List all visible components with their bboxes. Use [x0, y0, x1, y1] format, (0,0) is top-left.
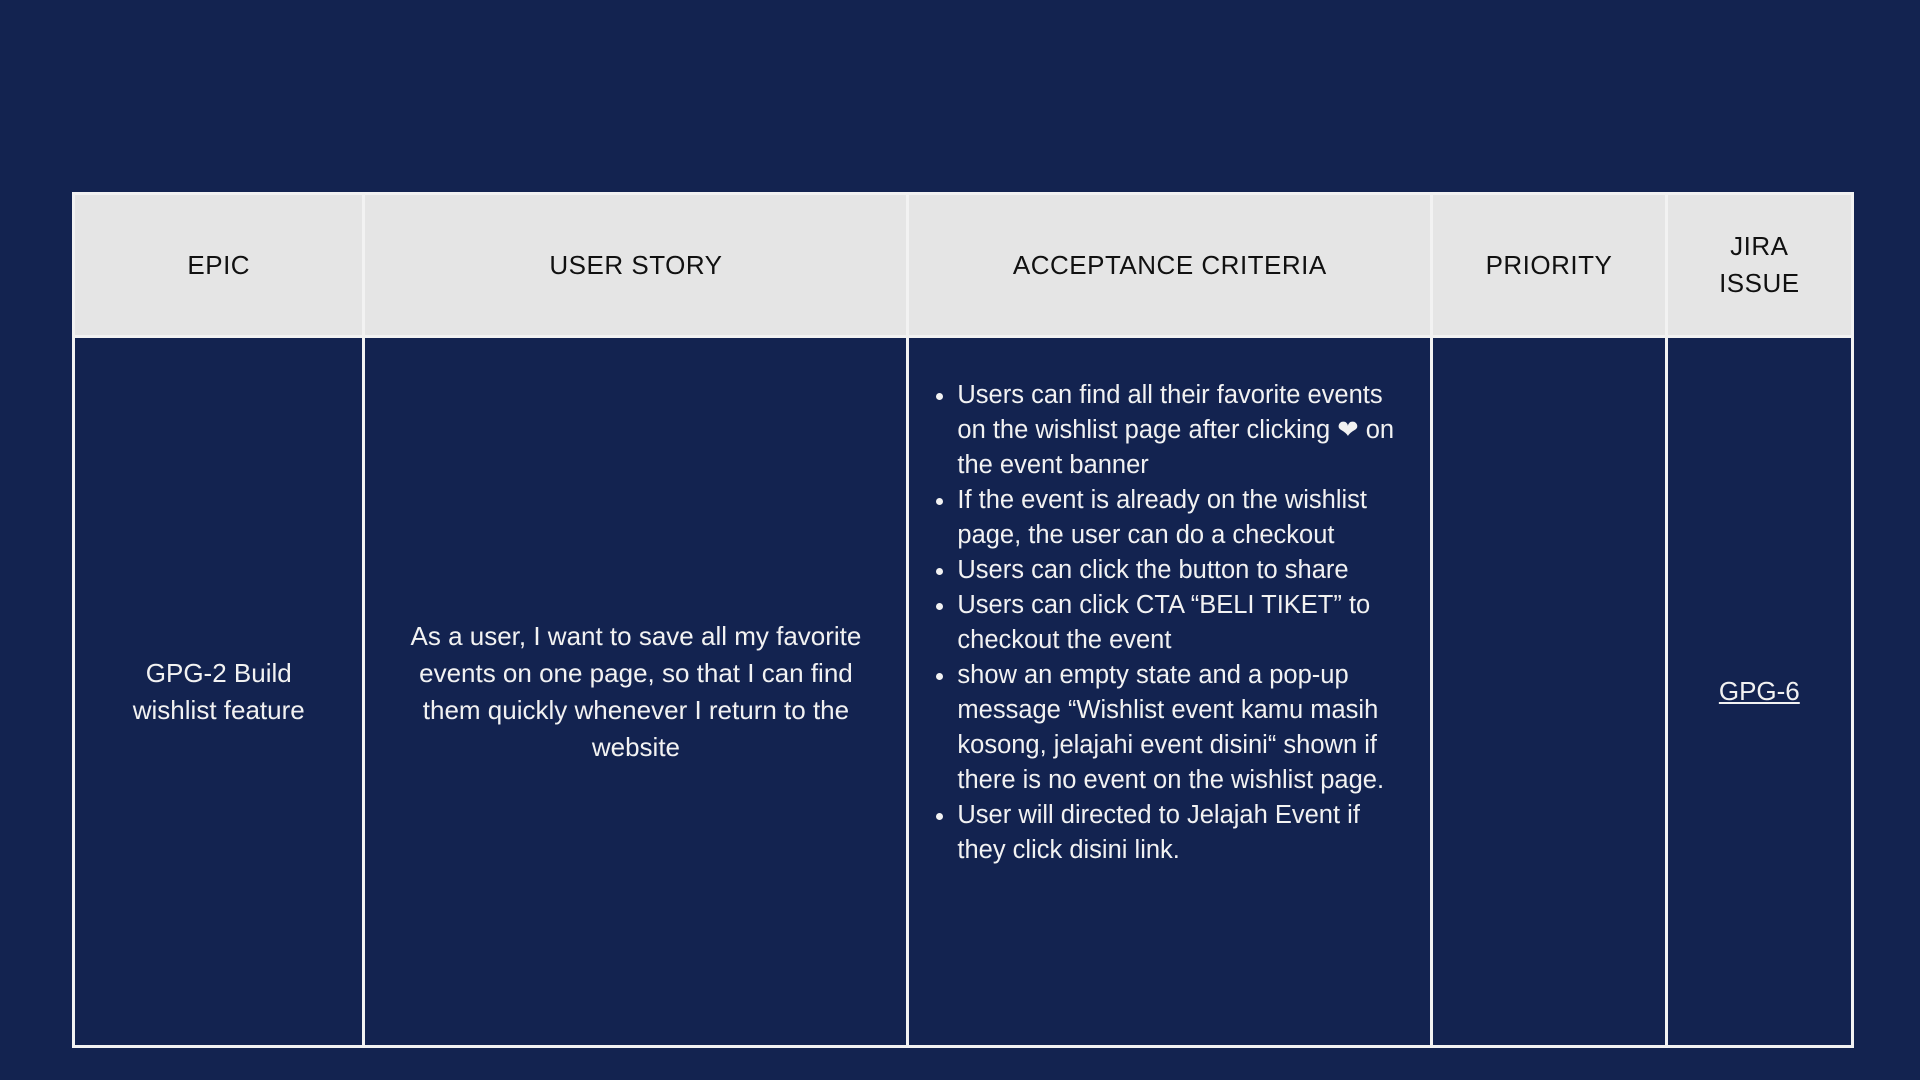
acceptance-criteria-cell	[908, 337, 1432, 1047]
jira-issue-cell	[1666, 337, 1852, 1047]
criteria-item: • User will directed to Jelajah Event if they click disini link.	[957, 798, 1412, 868]
header-user-story: USER STORY	[364, 194, 908, 337]
header-epic: EPIC	[74, 194, 364, 337]
header-priority: PRIORITY	[1432, 194, 1666, 337]
header-jira-issue-line1: JIRA	[1730, 231, 1789, 261]
criteria-item: • Users can click CTA “BELI TIKET” to checkout the event	[957, 588, 1412, 658]
priority-cell	[1432, 337, 1666, 1047]
epic-text: GPG-2 Build wishlist feature	[132, 657, 305, 725]
acceptance-criteria-list	[909, 378, 1430, 868]
criteria-item: • If the event is already on the wishlist page, the user can do a checkout	[957, 483, 1412, 553]
criteria-item: • Users can click the button to share	[957, 553, 1412, 588]
user-story-cell	[364, 337, 908, 1047]
user-story-text: As a user, I want to save all my favorite events on one page, so that I can find them quickly whenever I return to the website	[410, 620, 862, 762]
criteria-item: • Users can find all their favorite events on the wishlist page after clicking ❤ on the event banner	[957, 378, 1412, 483]
epic-cell	[74, 337, 364, 1047]
user-story-table	[72, 192, 1854, 1048]
jira-issue-link[interactable]: GPG-6	[1718, 676, 1800, 706]
header-jira-issue	[1666, 194, 1852, 337]
table-row	[74, 337, 1853, 1047]
table-header-row	[74, 194, 1853, 337]
header-jira-issue-line2: ISSUE	[1719, 268, 1800, 298]
header-acceptance-criteria: ACCEPTANCE CRITERIA	[908, 194, 1432, 337]
criteria-item: • show an empty state and a pop-up message “Wishlist event kamu masih kosong, jelajahi event disini“ shown if there is no event on the wishlist page.	[957, 658, 1412, 798]
